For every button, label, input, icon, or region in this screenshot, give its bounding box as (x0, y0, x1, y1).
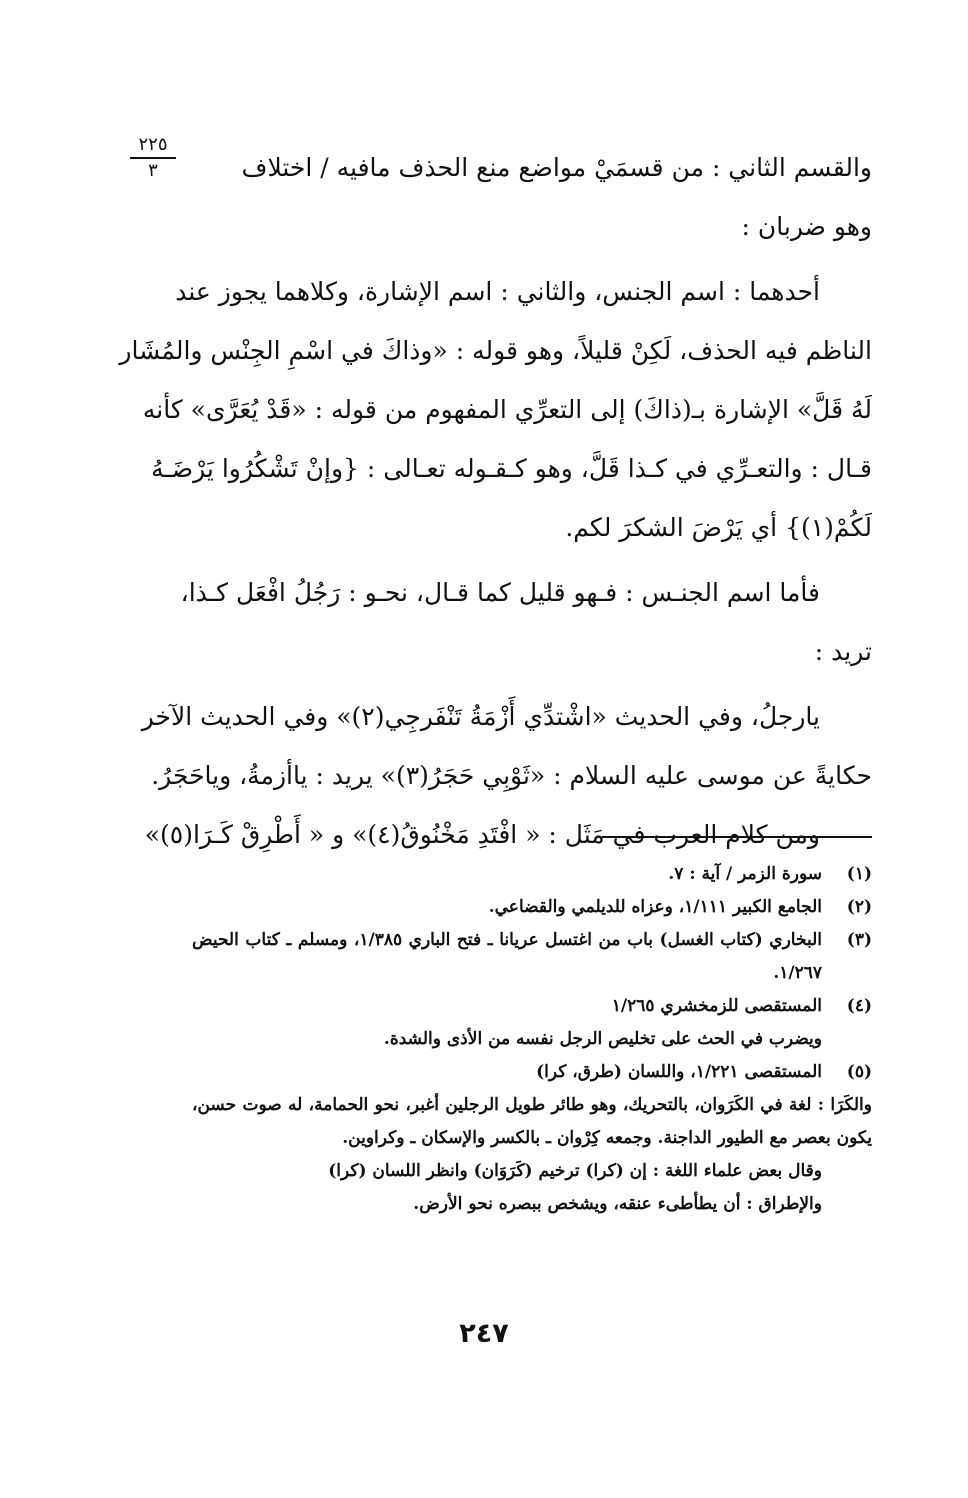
footnote-number: (١) (846, 864, 872, 884)
margin-reference-denominator: ٣ (148, 160, 158, 181)
body-line: الناظم فيه الحذف، لَكِنْ قليلاً، وهو قوله : «وذاكَ في اسْمِ الجِنْس والمُشَار (119, 336, 872, 365)
body-line: تريد : (814, 637, 872, 666)
footnote-text: المستقصى للزمخشري ١/٢٦٥ (611, 996, 822, 1016)
margin-page-reference (130, 135, 176, 181)
body-line: وهو ضربان : (741, 212, 872, 241)
footnote-text: الجامع الكبير ١/١١١، وعزاه للديلمي والقضاعي. (488, 897, 822, 917)
footnote-number: (٢) (846, 897, 872, 917)
footnote-3 (192, 924, 872, 990)
body-line: حكايةً عن موسى عليه السلام : «ثَوْبِي حَجَرُ(٣)» يريد : ياأزمةُ، وياحَجَرُ. (151, 761, 872, 790)
body-line: والقسم الثاني : من قسمَيْ مواضع منع الحذف مافيه / اختلاف (241, 153, 872, 182)
page-number: ٢٤٧ (459, 1318, 509, 1349)
footnote-text: المستقصى ١/٢٢١، واللسان (طرق، كرا) (536, 1062, 822, 1082)
body-line: قـال : والتعـرِّي في كـذا قَلَّ، وهو كـقـوله تعـالى : {وإنْ تَشْكُرُوا يَرْضَـهُ (151, 454, 872, 483)
footnote-number: (٥) (846, 1062, 872, 1082)
footnote-5 (192, 1056, 872, 1089)
footnote-5-note-itraq: والإطراق : أن يطأطىء عنقه، ويشخص ببصره نحو الأرض. (413, 1194, 822, 1214)
footnote-5-note-karawan: والكَرَا : لغة في الكَرَوان، بالتحريك، وهو طائر طويل الرجلين أغبر، نحو الحمامة، له صوت حسن، يكون بعصر مع الطيور الداجنة. وجمعه كِرْوان ـ بالكسر والإسكان ـ وكراوين. (192, 1095, 872, 1148)
body-line: لَكُمْ(١)} أي يَرْضَ الشكرَ لكم. (565, 513, 872, 542)
body-line: لَهُ قَلَّ» الإشارة بـ(ذاكَ) إلى التعرِّي المفهوم من قوله : «قَدْ يُعَرَّى» كأنه (142, 395, 872, 424)
body-line: أحدهما : اسم الجنس، والثاني : اسم الإشارة، وكلاهما يجوز عند (175, 277, 820, 306)
footnote-text: سورة الزمر / آية : ٧. (668, 864, 822, 884)
body-line: يارجلُ، وفي الحديث «اشْتدِّي أَزْمَةُ تَنْفَرجِي(٢)» وفي الحديث الآخر (141, 702, 820, 731)
margin-reference-numerator: ٢٢٥ (130, 135, 176, 159)
footnote-number: (٣) (846, 930, 872, 950)
body-line: ومن كلام العرب في مَثَل : « افْتَدِ مَخْنُوقُ(٤)» و « أَطْرِقْ كَـرَا(٥)» (144, 820, 820, 849)
footnote-separator (602, 836, 872, 838)
footnote-4 (192, 990, 872, 1023)
footnote-2 (192, 891, 872, 924)
footnote-1 (192, 858, 872, 891)
footnote-text: البخاري (كتاب الغسل) باب من اغتسل عريانا ـ فتح الباري ١/٣٨٥، ومسلم ـ كتاب الحيض ١/٢٦٧. (192, 930, 822, 983)
footnote-number: (٤) (846, 996, 872, 1016)
footnote-4-note: ويضرب في الحث على تخليص الرجل نفسه من الأذى والشدة. (383, 1029, 822, 1049)
footnote-5-note-tarkhim: وقال بعض علماء اللغة : إن (كرا) ترخيم (كَرَوَان) وانظر اللسان (كرا) (328, 1161, 822, 1181)
footnotes (192, 858, 872, 1221)
body-line: فأما اسم الجنـس : فـهو قليل كما قـال، نحـو : رَجُلُ افْعَل كـذا، (180, 578, 820, 607)
